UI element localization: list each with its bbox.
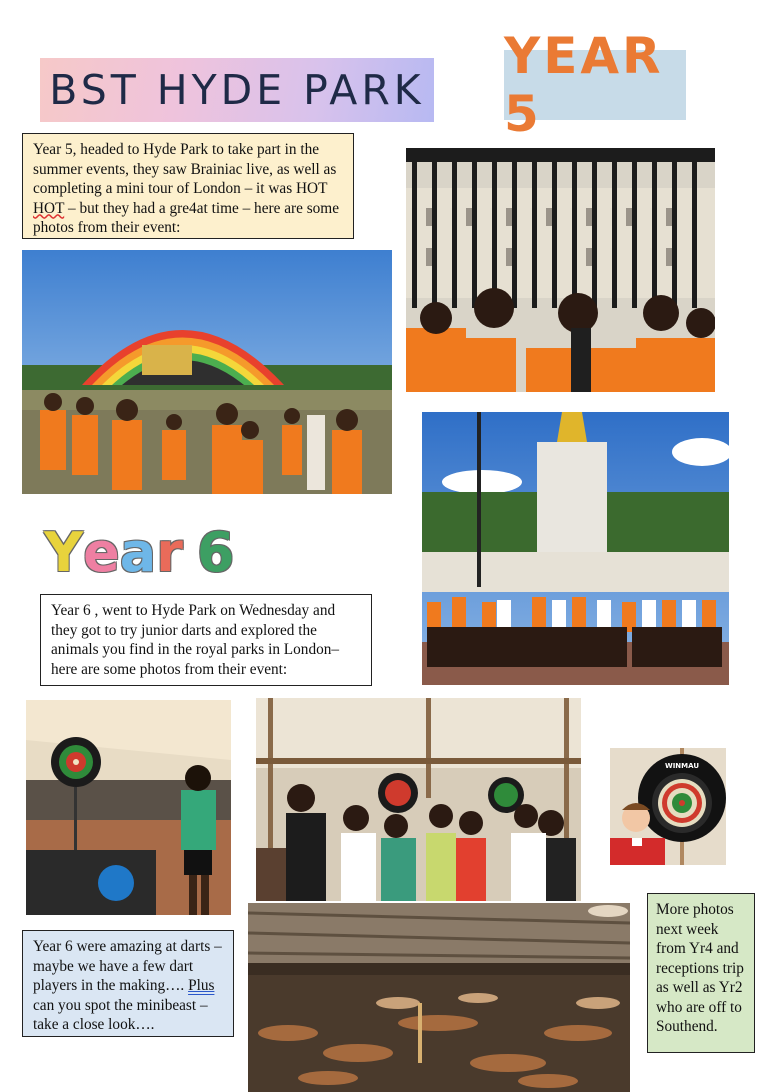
bst-hyde-park-title: BST HYDE PARK bbox=[49, 66, 425, 114]
year6-darts-squiggle: Plus bbox=[188, 977, 215, 994]
photo-darts-tent-boy bbox=[26, 700, 231, 915]
year6-intro-textbox bbox=[40, 594, 372, 686]
bst-hyde-park-banner bbox=[40, 58, 434, 122]
photo-palace-gates bbox=[406, 148, 715, 392]
next-week-text: More photos next week from Yr4 and receptions trip as well as Yr2 who are off to Southend. bbox=[656, 901, 744, 1035]
year6-letter-6: 6 bbox=[196, 521, 235, 584]
year6-letter-r: r bbox=[156, 521, 183, 584]
year5-intro-squiggle: HOT bbox=[33, 199, 65, 217]
year-5-title: YEAR 5 bbox=[504, 27, 664, 143]
year6-darts-textbox bbox=[22, 930, 234, 1037]
year6-darts-part2: can you spot the minibeast – take a close look…. bbox=[33, 996, 208, 1033]
year5-intro-part1: Year 5, headed to Hyde Park to take part in the summer events, they saw Brainiac live, as well as completing a mini tour of London – it was HOT bbox=[33, 141, 337, 197]
year-5-banner bbox=[504, 27, 686, 143]
photo-winmau-boy bbox=[610, 748, 726, 865]
winmau-logo-text: WINMAU bbox=[664, 762, 700, 770]
year6-letter-a: a bbox=[119, 521, 157, 584]
photo-victoria-memorial bbox=[422, 412, 729, 685]
photo-rainbow-stage bbox=[22, 250, 392, 494]
year6-letter-e: e bbox=[83, 521, 120, 584]
year6-letter-y: Y bbox=[44, 521, 84, 584]
year-6-heading bbox=[44, 520, 254, 586]
year5-intro-part2: – but they had a gre4at time – here are some photos from their event: bbox=[33, 199, 339, 236]
year5-intro-textbox bbox=[22, 133, 354, 239]
year6-darts-part1: Year 6 were amazing at darts – maybe we have a few dart players in the making…. bbox=[33, 938, 222, 994]
photo-darts-group bbox=[256, 698, 581, 901]
year6-intro-text: Year 6 , went to Hyde Park on Wednesday and they got to try junior darts and explored the animals you find in the royal parks in London– here are some photos from their event: bbox=[51, 602, 340, 678]
next-week-textbox bbox=[647, 893, 755, 1053]
photo-log-minibeast bbox=[248, 903, 630, 1092]
